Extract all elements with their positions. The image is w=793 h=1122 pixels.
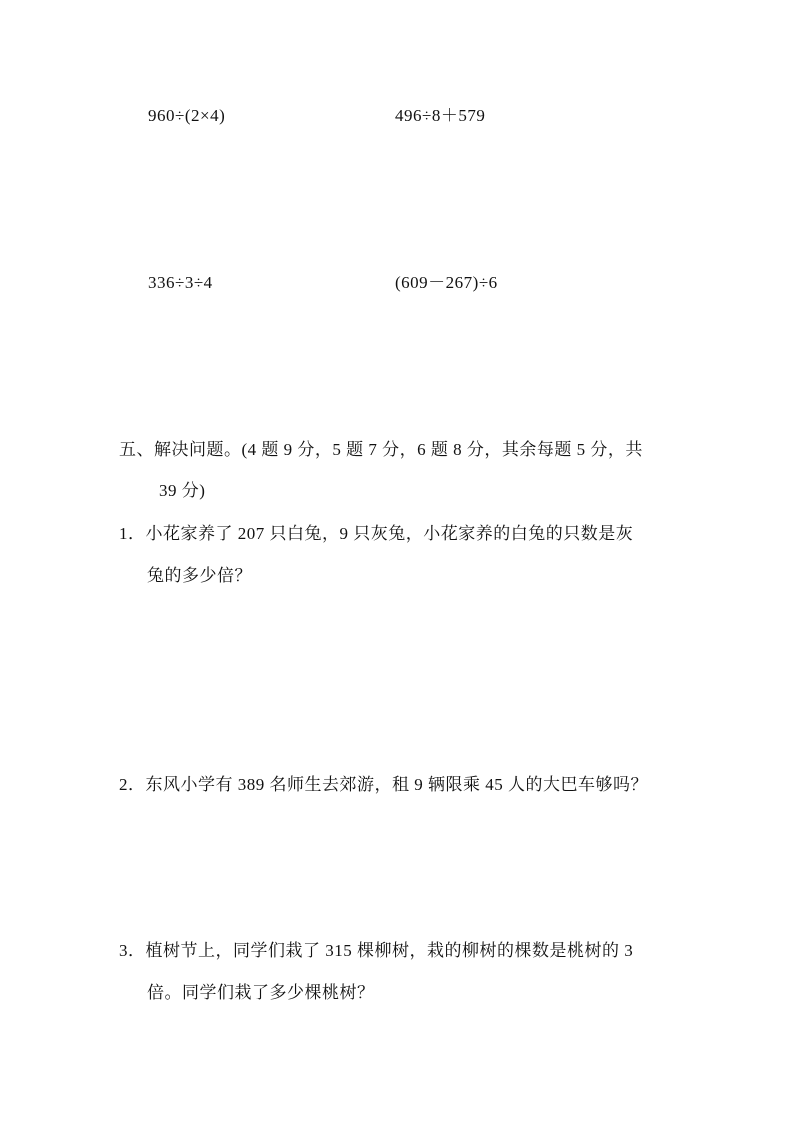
problem-1-line-2: 兔的多少倍？ [147, 566, 252, 585]
calc-expression-3: 336÷3÷4 [148, 273, 213, 292]
calc-expression-2: 496÷8＋579 [395, 106, 486, 125]
problem-2: 2．东风小学有 389 名师生去郊游，租 9 辆限乘 45 人的大巴车够吗？ [119, 775, 648, 794]
problem-3-line-2: 倍。同学们栽了多少棵桃树？ [147, 983, 375, 1002]
calc-expression-4: (609－267)÷6 [395, 273, 498, 292]
calc-expression-1: 960÷(2×4) [148, 106, 226, 125]
section-heading-continued: 39 分) [159, 481, 206, 500]
problem-3-line-1: 3．植树节上，同学们栽了 315 棵柳树，栽的柳树的棵数是桃树的 3 [119, 941, 634, 960]
problem-1-line-1: 1．小花家养了 207 只白兔，9 只灰兔，小花家养的白兔的只数是灰 [119, 524, 634, 543]
section-heading: 五、解决问题。(4 题 9 分，5 题 7 分，6 题 8 分，其余每题 5 分，共 [119, 440, 643, 459]
